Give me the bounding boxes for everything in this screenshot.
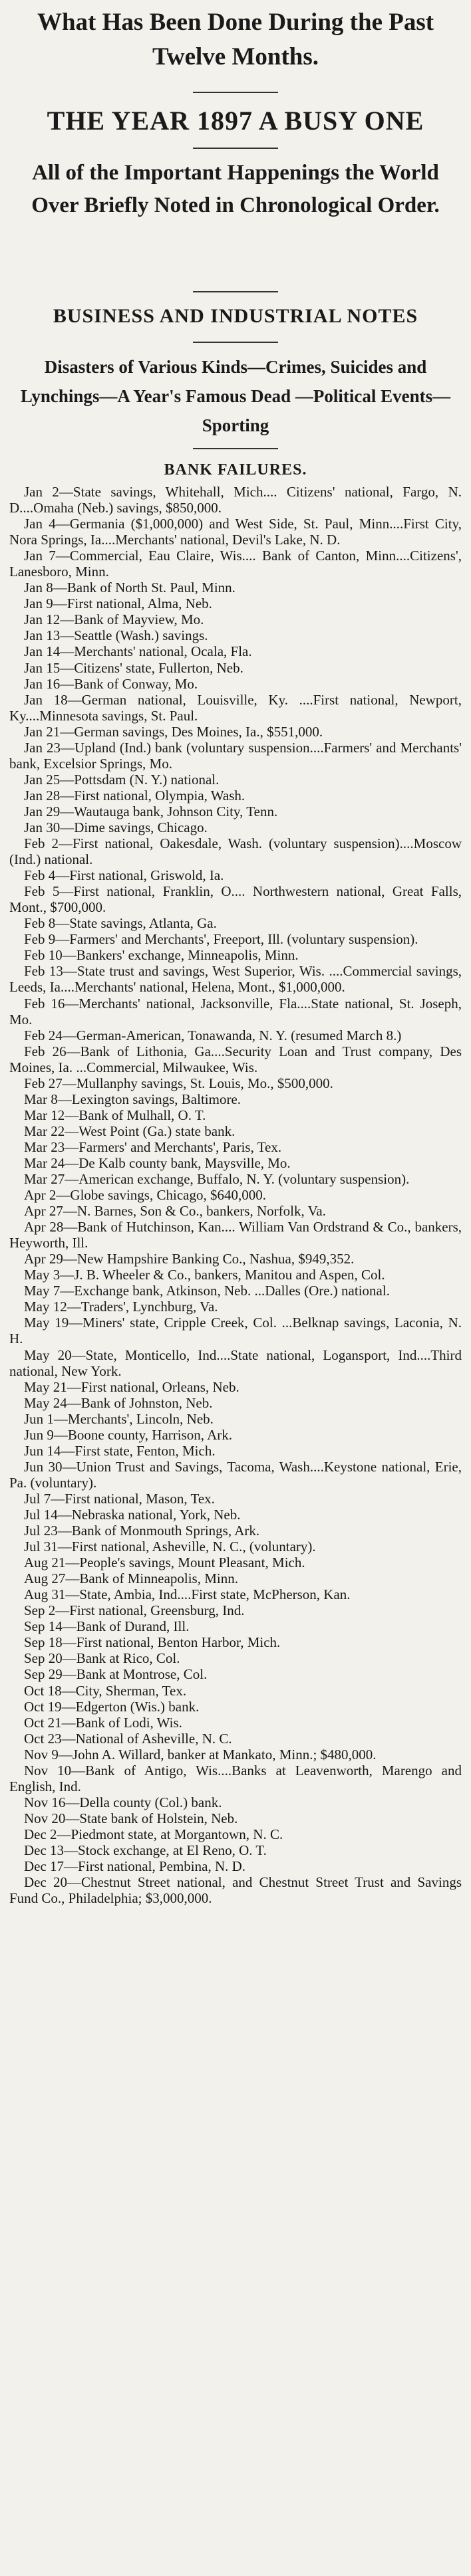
list-item: May 19—Miners' state, Cripple Creek, Col. ...Belknap savings, Laconia, N. H.	[9, 1315, 462, 1347]
list-item: Feb 26—Bank of Lithonia, Ga....Security Loan and Trust company, Des Moines, Ia. ...Commercial, Milwaukee, Wis.	[9, 1043, 462, 1075]
business-headline: BUSINESS AND INDUSTRIAL NOTES	[53, 305, 418, 327]
list-item: Mar 12—Bank of Mulhall, O. T.	[24, 1107, 206, 1123]
list-item: Nov 16—Della county (Col.) bank.	[24, 1794, 222, 1810]
list-item: Jan 9—First national, Alma, Neb.	[24, 595, 212, 612]
list-item: Apr 28—Bank of Hutchinson, Kan.... William Van Ordstrand & Co., bankers, Heyworth, Ill.	[9, 1219, 462, 1251]
list-item: Jan 23—Upland (Ind.) bank (voluntary suspension....Farmers' and Merchants' bank, Excelsior Springs, Mo.	[9, 739, 462, 772]
list-item: Jan 21—German savings, Des Moines, Ia., $551,000.	[24, 723, 323, 740]
list-item: Mar 23—Farmers' and Merchants', Paris, Tex.	[24, 1138, 282, 1155]
list-item: Sep 20—Bank at Rico, Col.	[24, 1650, 180, 1667]
list-item: Jan 13—Seattle (Wash.) savings.	[24, 627, 208, 644]
list-item: May 7—Exchange bank, Atkinson, Neb. ...Dalles (Ore.) national.	[24, 1283, 390, 1299]
list-item: Feb 10—Bankers' exchange, Minneapolis, Minn.	[24, 947, 299, 964]
list-item: Feb 8—State savings, Atlanta, Ga.	[24, 915, 217, 932]
list-item: Dec 2—Piedmont state, at Morgantown, N. C.	[24, 1826, 283, 1842]
list-item: Jan 18—German national, Louisville, Ky. ....First national, Newport, Ky....Minnesota savings, St. Paul.	[9, 691, 462, 724]
list-item: Sep 29—Bank at Montrose, Col.	[24, 1666, 208, 1683]
divider-rule	[193, 148, 278, 149]
list-item: Oct 21—Bank of Lodi, Wis.	[24, 1714, 182, 1731]
list-item: Jan 7—Commercial, Eau Claire, Wis.... Bank of Canton, Minn....Citizens', Lanesboro, Minn.	[9, 548, 462, 580]
list-item: May 12—Traders', Lynchburg, Va.	[24, 1299, 218, 1315]
list-item: Jan 4—Germania ($1,000,000) and West Side, St. Paul, Minn....First City, Nora Springs, Ia....Merchants' national, Devil's Lake, N. D.	[9, 516, 462, 548]
list-item: Oct 23—National of Asheville, N. C.	[24, 1730, 232, 1747]
list-item: Feb 4—First national, Griswold, Ia.	[24, 867, 224, 884]
list-item: Oct 18—City, Sherman, Tex.	[24, 1682, 187, 1699]
list-item: Jun 30—Union Trust and Savings, Tacoma, Wash....Keystone national, Erie, Pa. (voluntary).	[9, 1458, 462, 1491]
list-item: Jan 14—Merchants' national, Ocala, Fla.	[24, 643, 252, 660]
list-item: Apr 27—N. Barnes, Son & Co., bankers, Norfolk, Va.	[24, 1203, 326, 1220]
list-item: Apr 2—Globe savings, Chicago, $640,000.	[24, 1187, 266, 1204]
summary-headline: All of the Important Happenings the World Over Briefly Noted in Chronological Order.	[31, 161, 440, 217]
list-item: Dec 20—Chestnut Street national, and Chestnut Street Trust and Savings Fund Co., Philadelphia; $3,000,000.	[9, 1874, 462, 1907]
list-item: Aug 31—State, Ambia, Ind....First state, McPherson, Kan.	[24, 1586, 351, 1603]
list-item: Jul 7—First national, Mason, Tex.	[24, 1490, 215, 1507]
bank-failures-list	[9, 484, 462, 1906]
divider-rule	[193, 92, 278, 93]
list-item: May 20—State, Monticello, Ind....State national, Logansport, Ind....Third national, New York.	[9, 1346, 462, 1379]
list-item: Jun 9—Boone county, Harrison, Ark.	[24, 1426, 233, 1443]
list-item: Aug 21—People's savings, Mount Pleasant, Mich.	[24, 1555, 305, 1571]
list-item: Jan 25—Pottsdam (N. Y.) national.	[24, 771, 220, 788]
list-item: Feb 5—First national, Franklin, O.... Northwestern national, Great Falls, Mont., $700,000.	[9, 883, 462, 916]
list-item: Jan 8—Bank of North St. Paul, Minn.	[24, 580, 236, 596]
list-item: Jul 14—Nebraska national, York, Neb.	[24, 1507, 241, 1523]
list-item: Nov 10—Bank of Antigo, Wis....Banks at Leavenworth, Marengo and English, Ind.	[9, 1762, 462, 1794]
list-item: Oct 19—Edgerton (Wis.) bank.	[24, 1698, 200, 1715]
list-item: Sep 18—First national, Benton Harbor, Mich.	[24, 1634, 281, 1651]
list-item: Jan 28—First national, Olympia, Wash.	[24, 787, 245, 804]
divider-rule	[193, 291, 278, 292]
list-item: Feb 13—State trust and savings, West Superior, Wis. ....Commercial savings, Leeds, Ia....Merchants' national, Helena, Mont., $1,000,000.	[9, 963, 462, 996]
list-item: Nov 20—State bank of Holstein, Neb.	[24, 1810, 238, 1826]
list-item: Jan 2—State savings, Whitehall, Mich.... Citizens' national, Fargo, N. D....Omaha (Neb.) savings, $850,000.	[9, 484, 462, 516]
list-item: Jan 30—Dime savings, Chicago.	[24, 819, 208, 835]
main-headline: What Has Been Done During the Past Twelve Months.	[37, 9, 434, 70]
subheadline-deck: Disasters of Various Kinds—Crimes, Suicides and Lynchings—A Year's Famous Dead —Political Events—Sporting	[20, 357, 451, 435]
list-item: Dec 13—Stock exchange, at El Reno, O. T.	[24, 1842, 267, 1858]
list-item: Jul 31—First national, Asheville, N. C., (voluntary).	[24, 1539, 316, 1555]
list-item: Mar 22—West Point (Ga.) state bank.	[24, 1123, 236, 1139]
list-item: Aug 27—Bank of Minneapolis, Minn.	[24, 1570, 238, 1587]
list-item: Jan 29—Wautauga bank, Johnson City, Tenn.	[24, 803, 278, 819]
list-item: Jun 1—Merchants', Lincoln, Neb.	[24, 1410, 214, 1427]
section-title: BANK FAILURES.	[164, 461, 307, 479]
divider-rule	[193, 448, 278, 449]
list-item: Feb 16—Merchants' national, Jacksonville, Fla....State national, St. Joseph, Mo.	[9, 995, 462, 1027]
list-item: Sep 2—First national, Greensburg, Ind.	[24, 1602, 245, 1619]
list-item: Mar 27—American exchange, Buffalo, N. Y. (voluntary suspension).	[24, 1171, 410, 1188]
year-headline: THE YEAR 1897 A BUSY ONE	[47, 106, 424, 136]
list-item: Jul 23—Bank of Monmouth Springs, Ark.	[24, 1523, 260, 1539]
list-item: Feb 24—German-American, Tonawanda, N. Y. (resumed March 8.)	[24, 1027, 402, 1043]
list-item: Dec 17—First national, Pembina, N. D.	[24, 1858, 246, 1875]
list-item: Jan 12—Bank of Mayview, Mo.	[24, 611, 204, 628]
list-item: Nov 9—John A. Willard, banker at Mankato, Minn.; $480,000.	[24, 1746, 377, 1763]
list-item: Jan 15—Citizens' state, Fullerton, Neb.	[24, 659, 243, 676]
list-item: Mar 24—De Kalb county bank, Maysville, Mo.	[24, 1154, 291, 1171]
list-item: May 3—J. B. Wheeler & Co., bankers, Manitou and Aspen, Col.	[24, 1267, 385, 1283]
list-item: Sep 14—Bank of Durand, Ill.	[24, 1618, 190, 1635]
list-item: Jan 16—Bank of Conway, Mo.	[24, 675, 198, 692]
divider-rule	[193, 342, 278, 343]
list-item: Mar 8—Lexington savings, Baltimore.	[24, 1091, 241, 1107]
list-item: Apr 29—New Hampshire Banking Co., Nashua, $949,352.	[24, 1251, 355, 1267]
list-item: Feb 2—First national, Oakesdale, Wash. (voluntary suspension)....Moscow (Ind.) national.	[9, 835, 462, 868]
list-item: May 24—Bank of Johnston, Neb.	[24, 1394, 213, 1411]
list-item: Jun 14—First state, Fenton, Mich.	[24, 1442, 216, 1459]
list-item: Feb 27—Mullanphy savings, St. Louis, Mo., $500,000.	[24, 1075, 333, 1091]
list-item: Feb 9—Farmers' and Merchants', Freeport, Ill. (voluntary suspension).	[24, 931, 418, 948]
list-item: May 21—First national, Orleans, Neb.	[24, 1378, 239, 1395]
